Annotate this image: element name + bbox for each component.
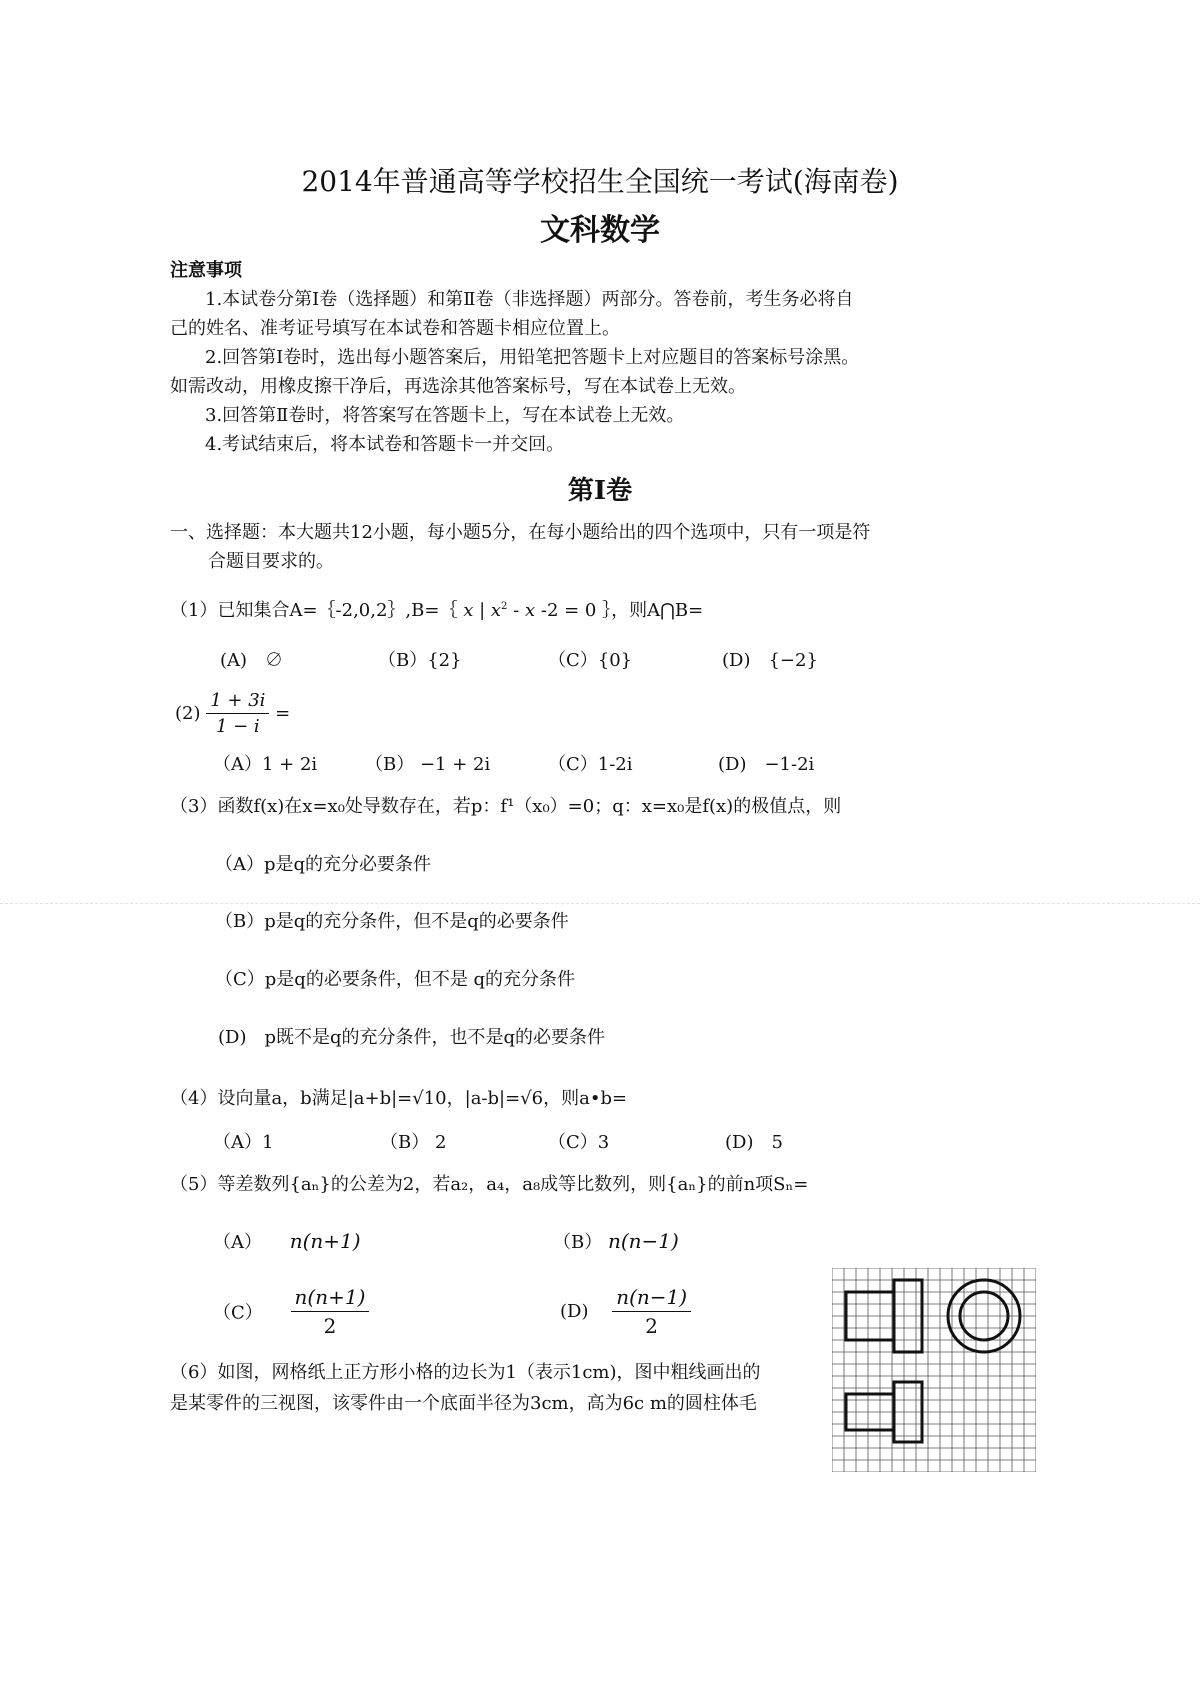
q3-option-b: （B）p是q的充分条件，但不是q的必要条件 (215, 911, 569, 932)
question-1 (170, 596, 703, 622)
q5-option-b (553, 1228, 679, 1254)
q2-option-a: （A）1 + 2i (213, 754, 318, 775)
q2-label: (2) (175, 703, 201, 724)
q4-option-d: (D) 5 (725, 1132, 783, 1153)
q5-option-c (213, 1285, 369, 1338)
q5-option-b-label: （B） (553, 1232, 603, 1253)
notice-line-3: 2.回答第Ⅰ卷时，选出每小题答案后，用铅笔把答题卡上对应题目的答案标号涂黑。 (205, 347, 860, 368)
q5-option-d (560, 1285, 691, 1338)
q5-option-d-numerator: n(n−1) (612, 1285, 691, 1312)
q1-option-a: (A) ∅ (220, 650, 284, 671)
q4-option-c: （C）3 (548, 1132, 610, 1153)
q4-option-b: （B） 2 (380, 1132, 447, 1153)
question-4: （4）设向量a，b满足|a+b|=√10，|a-b|=√6，则a•b= (170, 1088, 628, 1109)
q3-option-d: (D) p既不是q的充分条件，也不是q的必要条件 (218, 1027, 606, 1048)
notice-line-5: 3.回答第Ⅱ卷时，将答案写在答题卡上，写在本试卷上无效。 (205, 405, 685, 426)
q5-option-d-fraction (612, 1285, 691, 1338)
q1-var-x3: x (524, 600, 536, 621)
q5-option-b-expr: n(n−1) (607, 1229, 679, 1253)
q5-option-d-denominator: 2 (645, 1314, 659, 1338)
q1-option-d: (D) {−2} (722, 650, 818, 671)
q1-var-x2: x (490, 600, 502, 621)
question-6-line-1: （6）如图，网格纸上正方形小格的边长为1（表示1cm)，图中粗线画出的 (170, 1362, 761, 1383)
page-divider (0, 903, 1200, 904)
grid-paper (832, 1268, 1036, 1472)
q2-option-d: (D) −1-2i (718, 754, 815, 775)
notice-line-2: 己的姓名、准考证号填写在本试卷和答题卡相应位置上。 (170, 318, 620, 339)
q2-numerator: 1 + 3i (206, 690, 269, 714)
q1-bar: | (479, 600, 486, 621)
exam-subtitle: 文科数学 (540, 213, 660, 248)
q5-option-a (213, 1228, 361, 1254)
q2-denominator: 1 − i (215, 716, 260, 737)
q1-text-c: -2 = 0 ｝，则A⋂B= (540, 600, 704, 621)
q5-option-c-denominator: 2 (323, 1314, 337, 1338)
question-5: （5）等差数列{aₙ}的公差为2，若a₂，a₄，a₈成等比数列，则{aₙ}的前n项Sₙ= (170, 1174, 809, 1195)
section-instructions-1: 一、选择题：本大题共12小题，每小题5分，在每小题给出的四个选项中，只有一项是符 (170, 522, 871, 543)
q5-option-c-numerator: n(n+1) (291, 1285, 370, 1312)
q5-option-a-expr: n(n+1) (289, 1229, 361, 1253)
q3-option-c: （C）p是q的必要条件，但不是 q的充分条件 (215, 969, 576, 990)
q3-option-a: （A）p是q的充分必要条件 (215, 854, 432, 875)
notice-line-4: 如需改动，用橡皮擦干净后，再选涂其他答案标号，写在本试卷上无效。 (170, 376, 746, 397)
q4-option-a: （A）1 (213, 1132, 274, 1153)
q2-fraction (206, 690, 269, 737)
question-2 (175, 690, 290, 737)
q1-option-c: （C）{0} (548, 650, 633, 671)
notice-line-1: 1.本试卷分第Ⅰ卷（选择题）和第Ⅱ卷（非选择题）两部分。答卷前，考生务必将自 (205, 289, 854, 310)
q5-option-c-fraction (291, 1285, 370, 1338)
q1-var-x: x (463, 600, 474, 621)
notice-heading: 注意事项 (170, 260, 242, 281)
three-view-figure (832, 1268, 1036, 1472)
q5-option-c-label: （C） (213, 1302, 263, 1324)
q2-option-b: （B） −1 + 2i (365, 754, 491, 775)
q1-text-a: （1）已知集合A=｛-2,0,2｝,B=｛ (170, 600, 458, 621)
q1-option-b: （B）{2} (378, 650, 462, 671)
question-6-line-2: 是某零件的三视图，该零件由一个底面半径为3cm，高为6c m的圆柱体毛 (170, 1393, 757, 1414)
q1-sup-2: 2 (501, 601, 508, 612)
exam-title: 2014年普通高等学校招生全国统一考试(海南卷) (301, 165, 899, 198)
q2-option-c: （C）1-2i (548, 754, 633, 775)
q2-equals: = (275, 703, 291, 724)
part1-title: 第Ⅰ卷 (567, 476, 633, 506)
notice-line-6: 4.考试结束后，将本试卷和答题卡一并交回。 (205, 434, 565, 455)
question-3: （3）函数f(x)在x=x₀处导数存在，若p：f¹（x₀）=0；q：x=x₀是f(x)的极值点，则 (170, 796, 842, 817)
q5-option-d-label: (D) (560, 1301, 589, 1322)
q5-option-a-label: （A） (213, 1232, 262, 1253)
q1-text-b: - (513, 600, 520, 621)
section-instructions-2: 合题目要求的。 (208, 551, 334, 572)
